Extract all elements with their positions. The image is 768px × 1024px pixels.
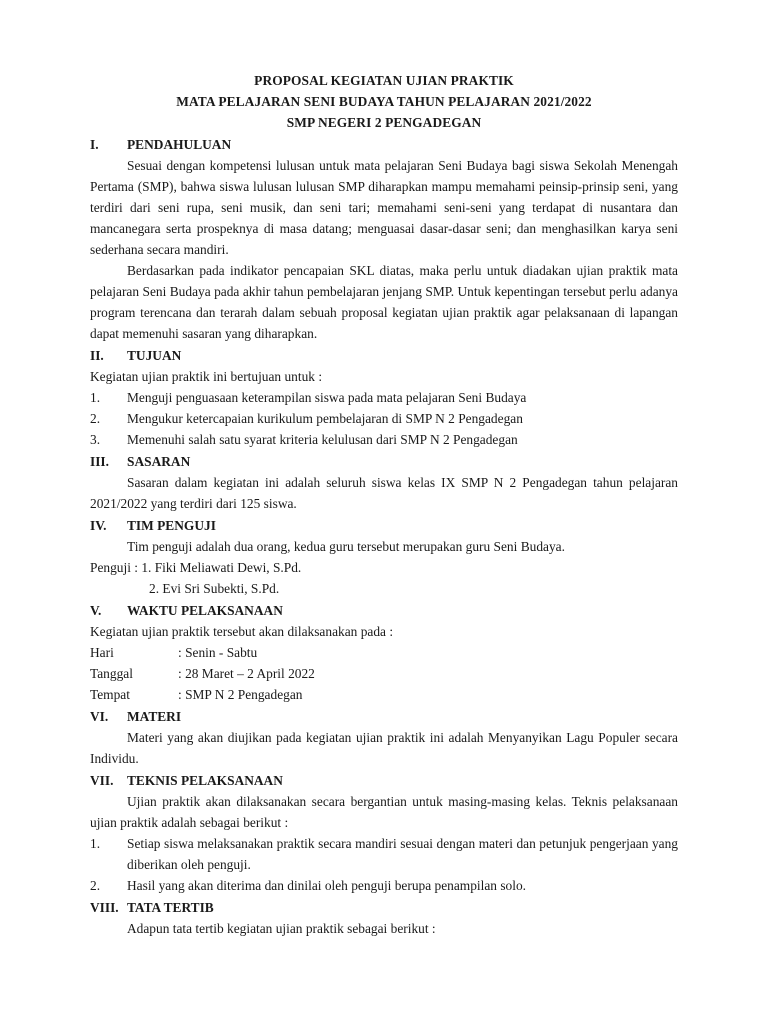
section-number: II. [90,348,104,363]
list-text: Menguji penguasaan keterampilan siswa pada mata pelajaran Seni Budaya [127,390,527,405]
list-number: 1. [90,836,101,851]
paragraph: Tim penguji adalah dua orang, kedua guru tersebut merupakan guru Seni Budaya. [127,539,565,554]
schedule-row-hari [90,642,678,663]
section-title: PENDAHULUAN [127,137,232,152]
list-item [90,875,678,896]
examiner-1: Penguji : 1. Fiki Meliawati Dewi, S.Pd. [90,560,302,575]
schedule-value: : Senin - Sabtu [178,645,258,660]
section-number: VI. [90,709,109,724]
section-title: MATERI [127,709,182,724]
section-title: TIM PENGUJI [127,518,216,533]
list-number: 3. [90,432,101,447]
section-heading-tata-tertib [90,897,678,918]
list-text: Mengukur ketercapaian kurikulum pembelajaran di SMP N 2 Pengadegan [127,411,523,426]
section-heading-materi [90,706,678,727]
paragraph: Kegiatan ujian praktik tersebut akan dilaksanakan pada : [90,624,394,639]
list-number: 2. [90,878,101,893]
section-heading-waktu-pelaksanaan [90,600,678,621]
section-title: SASARAN [127,454,191,469]
section-number: VIII. [90,900,119,915]
paragraph: Kegiatan ujian praktik ini bertujuan untuk : [90,369,323,384]
schedule-value: : SMP N 2 Pengadegan [178,687,303,702]
schedule-key: Tempat [90,687,130,702]
schedule-key: Tanggal [90,666,133,681]
list-text: Setiap siswa melaksanakan praktik secara mandiri sesuai dengan materi dan petunjuk pengerjaan yang diberikan oleh penguji. [127,836,678,872]
section-number: IV. [90,518,107,533]
doc-title-line-3: SMP NEGERI 2 PENGADEGAN [286,115,482,130]
section-heading-teknis-pelaksanaan [90,770,678,791]
list-number: 2. [90,411,101,426]
list-text: Hasil yang akan diterima dan dinilai oleh penguji berupa penampilan solo. [127,878,527,893]
section-number: III. [90,454,109,469]
list-item [90,833,678,875]
doc-title-line-2: MATA PELAJARAN SENI BUDAYA TAHUN PELAJARAN 2021/2022 [176,94,592,109]
paragraph: Sasaran dalam kegiatan ini adalah seluruh siswa kelas IX SMP N 2 Pengadegan tahun pelajaran 2021/2022 yang terdiri dari 125 siswa. [90,475,678,511]
section-number: VII. [90,773,114,788]
paragraph: Materi yang akan diujikan pada kegiatan ujian praktik ini adalah Menyanyikan Lagu Populer secara Individu. [90,730,678,766]
list-text: Memenuhi salah satu syarat kriteria kelulusan dari SMP N 2 Pengadegan [127,432,518,447]
paragraph: Adapun tata tertib kegiatan ujian praktik sebagai berikut : [127,921,436,936]
section-heading-tujuan [90,345,678,366]
paragraph: Sesuai dengan kompetensi lulusan untuk mata pelajaran Seni Budaya bagi siswa Sekolah Menengah Pertama (SMP), bahwa siswa lulusan lulusan SMP diharapkan mampu memahami peinsip-prinsip seni, yang terdiri dari seni rupa, seni musik, dan seni tari; memahami seni-seni yang terdapat di nusantara dan mancanegara serta prospeknya di masa datang; menguasai dasar-dasar seni; dan menghasilkan karya seni sederhana secara mandiri. [90,158,678,257]
section-title: TEKNIS PELAKSANAAN [127,773,283,788]
schedule-row-tempat [90,684,678,705]
examiner-2: 2. Evi Sri Subekti, S.Pd. [149,581,280,596]
section-heading-tim-penguji [90,515,678,536]
document-page [90,70,678,939]
section-number: I. [90,137,99,152]
paragraph: Berdasarkan pada indikator pencapaian SKL diatas, maka perlu untuk diadakan ujian praktik mata pelajaran Seni Budaya pada akhir tahun pembelajaran jenjang SMP. Untuk kepentingan tersebut perlu adanya program terencana dan terarah dalam sebuah proposal kegiatan ujian praktik agar pelaksanaan di lapangan dapat memenuhi sasaran yang diharapkan. [90,263,678,341]
section-title: TUJUAN [127,348,182,363]
schedule-value: : 28 Maret – 2 April 2022 [178,666,315,681]
list-item [90,408,678,429]
section-heading-pendahuluan [90,134,678,155]
list-item [90,387,678,408]
doc-title-line-1: PROPOSAL KEGIATAN UJIAN PRAKTIK [254,73,514,88]
list-item [90,429,678,450]
section-heading-sasaran [90,451,678,472]
section-title: TATA TERTIB [127,900,214,915]
list-number: 1. [90,390,101,405]
schedule-row-tanggal [90,663,678,684]
schedule-key: Hari [90,645,114,660]
section-title: WAKTU PELAKSANAAN [127,603,283,618]
section-number: V. [90,603,102,618]
paragraph: Ujian praktik akan dilaksanakan secara bergantian untuk masing-masing kelas. Teknis pelaksanaan ujian praktik adalah sebagai berikut : [90,794,678,830]
